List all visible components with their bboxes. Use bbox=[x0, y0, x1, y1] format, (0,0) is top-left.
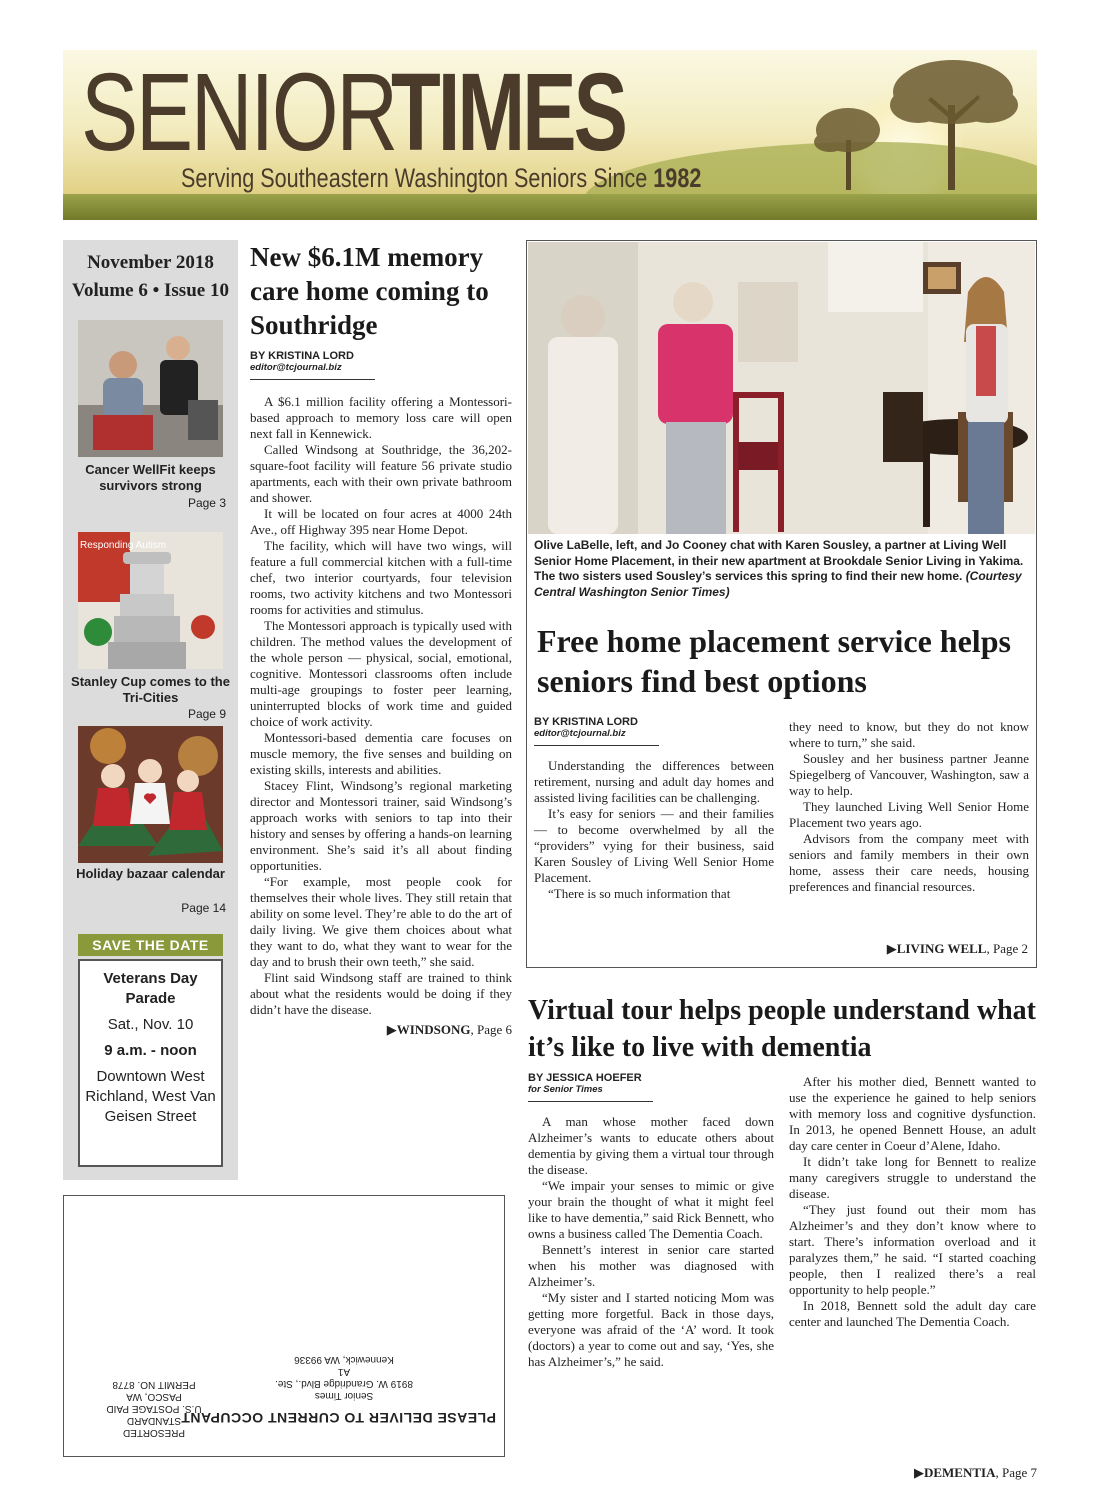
masthead bbox=[63, 50, 1037, 220]
paragraph: Advisors from the company meet with seniors and family members in their own home, assess their care needs, housing preferences and financial resources. bbox=[789, 831, 1029, 894]
postage-permit bbox=[94, 1378, 214, 1438]
paragraph: Bennett’s interest in senior care started when his mother was diagnosed with Alzheimer’s. bbox=[528, 1242, 774, 1289]
title-senior: SENIOR bbox=[81, 51, 396, 174]
permit-line: PRESORTED bbox=[122, 1427, 186, 1438]
headline-memory-care[interactable]: New $6.1M memory care home coming to Southridge bbox=[250, 242, 489, 340]
event-time: 9 a.m. - noon bbox=[104, 1042, 197, 1059]
paragraph: The facility, which will have two wings, will feature a full commercial kitchen with a full-time chef, two interior courtyards, four television rooms, two activity kitchens and two Montessori rooms for activities and stimulus. bbox=[250, 538, 512, 617]
paragraph: “For example, most people cook for themselves their whole lives. They still retain that ability on some level. They’re able to do the art of daily living. We give them choices about what they want to do, what they want to wear for the day and to brush their own teeth,” she said. bbox=[250, 874, 512, 969]
issue-date: November 2018 bbox=[87, 252, 214, 273]
save-the-date-body bbox=[78, 959, 223, 1167]
paragraph: Sousley and her business partner Jeanne Spiegelberg of Vancouver, Washington, saw a way to help. bbox=[789, 751, 1029, 798]
permit-line: PASCO, WA bbox=[126, 1391, 182, 1402]
jump-page: , Page 7 bbox=[995, 1465, 1037, 1480]
jump-link-dementia[interactable] bbox=[914, 1465, 1037, 1481]
jump-link-living-well[interactable] bbox=[887, 941, 1028, 957]
paragraph: In 2018, Bennett sold the adult day care center and launched The Dementia Coach. bbox=[789, 1298, 1036, 1329]
byline-credit: for Senior Times bbox=[528, 1084, 603, 1095]
caption-text: Olive LaBelle, left, and Jo Cooney chat with Karen Sousley, a partner at Living Well Senior Home Placement, in their new apartment at Brookdale Senior Living in Yakima. The two sisters used Sousley’s services this spring to find their new home. bbox=[534, 538, 1024, 583]
byline-rule bbox=[534, 745, 659, 746]
paragraph: Called Windsong at Southridge, the 36,202-square-foot facility will feature 56 private studio apartments, each with their own private bathroom and shower. bbox=[250, 442, 512, 505]
event-location: Downtown West Richland, West Van Geisen Street bbox=[85, 1068, 216, 1125]
jump-page: , Page 2 bbox=[986, 941, 1028, 956]
byline-rule bbox=[528, 1101, 653, 1102]
byline-email[interactable]: editor@tcjournal.biz bbox=[250, 362, 342, 373]
permit-line: PERMIT NO. 8778 bbox=[112, 1379, 196, 1390]
byline: BY KRISTINA LORD bbox=[534, 716, 638, 728]
jump-label: ▶DEMENTIA bbox=[913, 1465, 996, 1480]
paragraph: “They just found out their mom has Alzheimer’s and they don’t know where to start. There’s information overload and it paralyzes them,” he said. “I started coaching people, then I realized there’s a real opportunity to help people.” bbox=[789, 1202, 1036, 1297]
headline-virtual-tour[interactable]: Virtual tour helps people understand what it’s like to live with dementia bbox=[528, 995, 1036, 1063]
paragraph: Understanding the differences between retirement, nursing and adult day homes and assisted living facilities can be challenging. bbox=[534, 758, 774, 805]
article3-column-left bbox=[528, 1072, 774, 1370]
save-the-date-box bbox=[78, 934, 223, 1167]
teaser-photo-wellfit[interactable] bbox=[78, 320, 223, 457]
teaser-title-wellfit[interactable]: Cancer WellFit keeps survivors strong bbox=[85, 462, 216, 493]
paragraph: they need to know, but they do not know where to turn,” she said. bbox=[789, 719, 1029, 750]
jump-page: , Page 6 bbox=[470, 1022, 512, 1037]
paragraph: Flint said Windsong staff are trained to think about what the residents would be doing if they didn’t have the disease. bbox=[250, 970, 512, 1017]
paragraph: Stacey Flint, Windsong’s regional marketing director and Montessori trainer, said Windsong’s approach works with seniors to tap into their history and senses by offering a hands-on learning environment. She’s said it’s all about finding opportunities. bbox=[250, 778, 512, 873]
paragraph: It’s easy for seniors — and their families — to become overwhelmed by all the “providers” vying for their business, said Karen Sousley of Living Well Senior Home Placement. bbox=[534, 806, 774, 885]
paragraph: “My sister and I started noticing Mom was getting more forgetful. Back in those days, everyone was afraid of the ‘A’ word. It took (doctors) a year to come out and say, ‘Yes, she has Alzheimer’s,” he said. bbox=[528, 1290, 774, 1369]
teaser-page-holiday: Page 14 bbox=[181, 901, 226, 915]
paragraph: It didn’t take long for Bennett to realize many caregivers struggle to understand the disease. bbox=[789, 1154, 1036, 1201]
teaser-title-holiday[interactable]: Holiday bazaar calendar bbox=[76, 866, 225, 881]
article2-column-left bbox=[534, 716, 774, 902]
paragraph: It will be located on four acres at 4000 24th Ave., off Highway 395 near Home Depot. bbox=[250, 506, 512, 537]
jump-label: ▶WINDSONG bbox=[386, 1022, 471, 1037]
feature-box bbox=[526, 240, 1037, 968]
save-the-date-heading: SAVE THE DATE bbox=[78, 934, 223, 956]
event-date: Sat., Nov. 10 bbox=[107, 1016, 194, 1033]
teaser-page-stanley-cup: Page 9 bbox=[187, 707, 226, 721]
teaser-page-wellfit: Page 3 bbox=[187, 496, 226, 510]
byline-rule bbox=[250, 379, 375, 380]
tagline-year: 1982 bbox=[653, 163, 702, 193]
event-name: Veterans Day Parade bbox=[103, 970, 198, 1007]
deliver-notice: PLEASE DELIVER TO CURRENT OCCUPANT bbox=[180, 1410, 496, 1426]
caption-credit: (Courtesy Central Washington Senior Times) bbox=[534, 569, 1022, 599]
permit-line: STANDARD bbox=[126, 1415, 182, 1426]
paragraph: The Montessori approach is typically used with children. The method values the development of the whole person — physical, social, emotional, cognitive. Montessori classrooms often include multi-age groupings to foster peer learning, uninterrupted blocks of work time and guided choice of work activity. bbox=[250, 618, 512, 729]
title-times: TIMES bbox=[391, 51, 625, 174]
paragraph: Montessori-based dementia care focuses on muscle memory, the five senses and building on existing skills, interests and abilities. bbox=[250, 730, 512, 777]
paragraph: A man whose mother faced down Alzheimer’s wants to educate others about dementia by giving them a virtual tour through the disease. bbox=[528, 1114, 774, 1177]
paragraph: They launched Living Well Senior Home Placement two years ago. bbox=[789, 799, 1029, 830]
mailing-label-box bbox=[63, 1195, 505, 1457]
article2-column-right bbox=[789, 719, 1029, 895]
mailing-label-rotated bbox=[64, 1196, 504, 1456]
tagline-text: Serving Southeastern Washington Seniors Since bbox=[181, 163, 648, 193]
byline: BY KRISTINA LORD bbox=[250, 350, 354, 362]
article-body bbox=[534, 758, 774, 902]
paragraph: “We impair your senses to mimic or give your brain the thought of what it might feel like to have dementia,” said Rick Bennett, who owns a business called The Dementia Coach. bbox=[528, 1178, 774, 1241]
jump-link-windsong[interactable] bbox=[250, 1022, 512, 1038]
teaser-photo-stanley-cup[interactable] bbox=[78, 532, 223, 669]
headline-home-placement[interactable]: Free home placement service helps seniors find best options bbox=[537, 623, 1011, 699]
tagline bbox=[181, 163, 701, 194]
article-body bbox=[250, 394, 512, 1018]
photo-caption bbox=[534, 538, 1031, 600]
main-photo[interactable] bbox=[528, 242, 1035, 534]
teaser-title-stanley-cup[interactable]: Stanley Cup comes to the Tri-Cities bbox=[71, 674, 230, 705]
sidebar bbox=[63, 240, 238, 1180]
permit-line: U.S. POSTAGE PAID bbox=[106, 1403, 202, 1414]
address-line: 8919 W. Grandridge Blvd., Ste. A1 bbox=[275, 1366, 413, 1389]
teaser-photo-holiday[interactable] bbox=[78, 726, 223, 863]
trees-illustration bbox=[788, 50, 1037, 200]
address-line: Kennewick, WA 99336 bbox=[294, 1354, 394, 1365]
jump-label: ▶LIVING WELL bbox=[886, 941, 987, 956]
paragraph: After his mother died, Bennett wanted to use the experience he gained to help seniors with memory loss and cognitive dysfunction. In 2013, he opened Bennett House, an adult day care center in Coeur d’Alene, Idaho. bbox=[789, 1074, 1036, 1153]
teaser-image-text: Responding Autism bbox=[80, 540, 167, 551]
paragraph: “There is so much information that bbox=[548, 886, 731, 901]
byline-email[interactable]: editor@tcjournal.biz bbox=[534, 728, 626, 739]
issue-volume: Volume 6 • Issue 10 bbox=[72, 280, 229, 301]
return-address bbox=[274, 1353, 414, 1401]
article3-column-right bbox=[789, 1074, 1036, 1330]
address-line: Senior Times bbox=[314, 1390, 374, 1401]
byline: BY JESSICA HOEFER bbox=[528, 1072, 642, 1084]
paragraph: A $6.1 million facility offering a Montessori-based approach to memory loss care will open next fall in Kennewick. bbox=[250, 394, 512, 441]
article-body bbox=[528, 1114, 774, 1370]
article-memory-care bbox=[250, 240, 512, 1038]
